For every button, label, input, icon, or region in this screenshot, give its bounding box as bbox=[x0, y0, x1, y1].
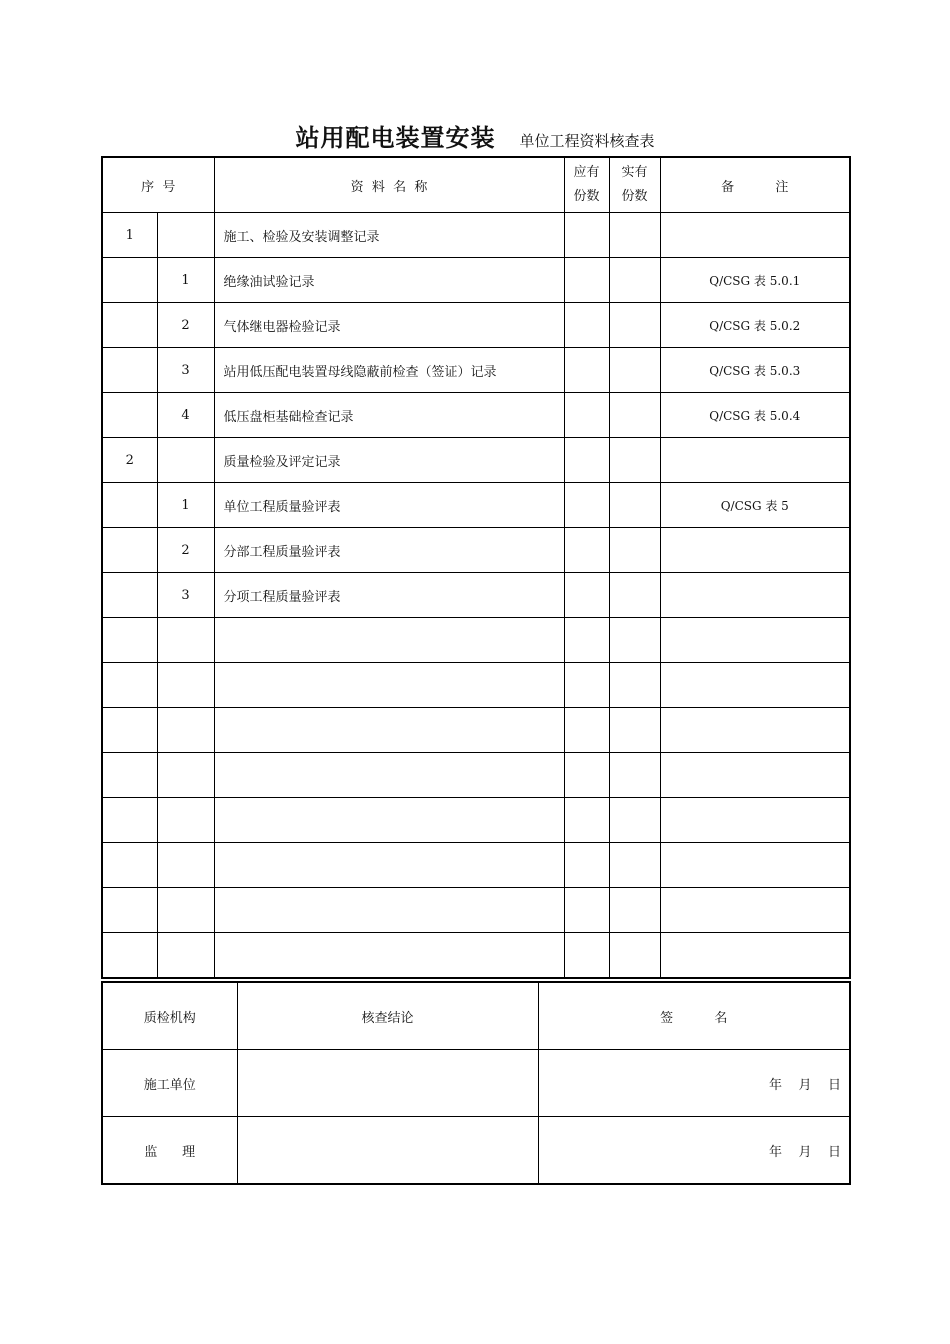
signoff-org-header: 质检机构 bbox=[102, 982, 237, 1050]
row-required-count bbox=[564, 348, 609, 393]
row-remark bbox=[660, 933, 850, 979]
signoff-construction-conclusion bbox=[237, 1050, 538, 1117]
signoff-header-row bbox=[102, 982, 850, 1050]
row-minor-number bbox=[157, 663, 214, 708]
row-document-name bbox=[214, 663, 564, 708]
row-major-number bbox=[102, 258, 157, 303]
row-minor-number: 4 bbox=[157, 393, 214, 438]
signoff-table bbox=[101, 981, 851, 1185]
row-document-name bbox=[214, 753, 564, 798]
row-document-name: 分项工程质量验评表 bbox=[214, 573, 564, 618]
row-major-number bbox=[102, 663, 157, 708]
row-remark bbox=[660, 663, 850, 708]
row-actual-count bbox=[609, 348, 660, 393]
row-remark: Q/CSG 表 5.0.3 bbox=[660, 348, 850, 393]
header-actual-l2: 份数 bbox=[621, 189, 648, 204]
row-major-number bbox=[102, 933, 157, 979]
title-main: 站用配电装置安装 bbox=[295, 124, 496, 152]
header-required-l2: 份数 bbox=[573, 189, 600, 204]
signoff-sign-header: 签 名 bbox=[538, 982, 850, 1050]
row-major-number bbox=[102, 303, 157, 348]
header-remark: 备 注 bbox=[660, 157, 850, 213]
signoff-construction-unit: 施工单位 bbox=[102, 1050, 237, 1117]
row-major-number bbox=[102, 708, 157, 753]
row-document-name: 施工、检验及安装调整记录 bbox=[214, 213, 564, 258]
row-minor-number bbox=[157, 888, 214, 933]
table-row bbox=[102, 258, 850, 303]
row-document-name: 单位工程质量验评表 bbox=[214, 483, 564, 528]
row-actual-count bbox=[609, 753, 660, 798]
row-actual-count bbox=[609, 303, 660, 348]
row-document-name bbox=[214, 888, 564, 933]
row-remark: Q/CSG 表 5.0.4 bbox=[660, 393, 850, 438]
header-required-l1: 应有 bbox=[573, 165, 600, 180]
row-required-count bbox=[564, 708, 609, 753]
row-remark bbox=[660, 753, 850, 798]
table-row bbox=[102, 933, 850, 979]
row-actual-count bbox=[609, 843, 660, 888]
row-remark bbox=[660, 798, 850, 843]
row-actual-count bbox=[609, 708, 660, 753]
row-required-count bbox=[564, 303, 609, 348]
row-remark bbox=[660, 618, 850, 663]
table-row bbox=[102, 528, 850, 573]
row-required-count bbox=[564, 753, 609, 798]
table-row bbox=[102, 888, 850, 933]
table-row bbox=[102, 753, 850, 798]
row-major-number bbox=[102, 393, 157, 438]
row-required-count bbox=[564, 843, 609, 888]
row-minor-number: 1 bbox=[157, 258, 214, 303]
row-required-count bbox=[564, 393, 609, 438]
table-row bbox=[102, 573, 850, 618]
row-required-count bbox=[564, 573, 609, 618]
row-major-number bbox=[102, 573, 157, 618]
row-minor-number: 1 bbox=[157, 483, 214, 528]
row-remark bbox=[660, 708, 850, 753]
row-actual-count bbox=[609, 663, 660, 708]
header-seq: 序 号 bbox=[102, 157, 214, 213]
row-minor-number: 3 bbox=[157, 348, 214, 393]
row-remark: Q/CSG 表 5.0.1 bbox=[660, 258, 850, 303]
header-name: 资 料 名 称 bbox=[214, 157, 564, 213]
row-remark: Q/CSG 表 5.0.2 bbox=[660, 303, 850, 348]
signoff-supervision-conclusion bbox=[237, 1117, 538, 1185]
row-document-name bbox=[214, 618, 564, 663]
row-document-name: 分部工程质量验评表 bbox=[214, 528, 564, 573]
row-document-name: 质量检验及评定记录 bbox=[214, 438, 564, 483]
row-minor-number bbox=[157, 798, 214, 843]
row-actual-count bbox=[609, 393, 660, 438]
row-remark bbox=[660, 528, 850, 573]
table-row bbox=[102, 393, 850, 438]
row-document-name: 站用低压配电装置母线隐蔽前检查（签证）记录 bbox=[214, 348, 564, 393]
row-document-name: 气体继电器检验记录 bbox=[214, 303, 564, 348]
row-remark bbox=[660, 213, 850, 258]
row-minor-number bbox=[157, 618, 214, 663]
row-minor-number: 2 bbox=[157, 528, 214, 573]
row-major-number bbox=[102, 753, 157, 798]
row-remark bbox=[660, 573, 850, 618]
row-major-number bbox=[102, 798, 157, 843]
row-actual-count bbox=[609, 798, 660, 843]
row-required-count bbox=[564, 618, 609, 663]
row-major-number bbox=[102, 843, 157, 888]
document-title bbox=[0, 118, 950, 153]
signoff-row-construction bbox=[102, 1050, 850, 1117]
signoff-construction-date: 年 月 日 bbox=[538, 1050, 850, 1117]
row-required-count bbox=[564, 663, 609, 708]
row-actual-count bbox=[609, 213, 660, 258]
header-required-count bbox=[564, 157, 609, 213]
row-remark: Q/CSG 表 5 bbox=[660, 483, 850, 528]
header-actual-count bbox=[609, 157, 660, 213]
row-document-name bbox=[214, 933, 564, 979]
table-row bbox=[102, 708, 850, 753]
row-document-name bbox=[214, 708, 564, 753]
row-major-number: 1 bbox=[102, 213, 157, 258]
table-row bbox=[102, 663, 850, 708]
row-document-name: 绝缘油试验记录 bbox=[214, 258, 564, 303]
row-remark bbox=[660, 843, 850, 888]
row-major-number bbox=[102, 483, 157, 528]
row-required-count bbox=[564, 258, 609, 303]
row-required-count bbox=[564, 933, 609, 979]
row-minor-number bbox=[157, 438, 214, 483]
row-required-count bbox=[564, 213, 609, 258]
row-minor-number bbox=[157, 213, 214, 258]
row-required-count bbox=[564, 888, 609, 933]
table-row bbox=[102, 438, 850, 483]
title-sub: 单位工程资料核查表 bbox=[519, 132, 655, 150]
signoff-row-supervision bbox=[102, 1117, 850, 1185]
table-row bbox=[102, 618, 850, 663]
row-major-number: 2 bbox=[102, 438, 157, 483]
row-minor-number bbox=[157, 753, 214, 798]
signoff-supervision: 监 理 bbox=[102, 1117, 237, 1185]
row-actual-count bbox=[609, 258, 660, 303]
row-required-count bbox=[564, 483, 609, 528]
row-minor-number bbox=[157, 843, 214, 888]
row-document-name bbox=[214, 798, 564, 843]
row-minor-number: 2 bbox=[157, 303, 214, 348]
row-actual-count bbox=[609, 888, 660, 933]
row-actual-count bbox=[609, 438, 660, 483]
row-remark bbox=[660, 888, 850, 933]
row-required-count bbox=[564, 798, 609, 843]
row-actual-count bbox=[609, 933, 660, 979]
row-minor-number bbox=[157, 708, 214, 753]
row-required-count bbox=[564, 528, 609, 573]
row-actual-count bbox=[609, 528, 660, 573]
table-row bbox=[102, 348, 850, 393]
row-minor-number: 3 bbox=[157, 573, 214, 618]
row-major-number bbox=[102, 618, 157, 663]
checklist-table bbox=[101, 156, 851, 979]
signoff-conclusion-header: 核查结论 bbox=[237, 982, 538, 1050]
table-row bbox=[102, 483, 850, 528]
row-required-count bbox=[564, 438, 609, 483]
row-actual-count bbox=[609, 573, 660, 618]
row-major-number bbox=[102, 528, 157, 573]
row-document-name bbox=[214, 843, 564, 888]
row-remark bbox=[660, 438, 850, 483]
signoff-supervision-date: 年 月 日 bbox=[538, 1117, 850, 1185]
header-actual-l1: 实有 bbox=[621, 165, 648, 180]
table-header-row bbox=[102, 157, 850, 213]
row-major-number bbox=[102, 348, 157, 393]
row-actual-count bbox=[609, 618, 660, 663]
table-row bbox=[102, 843, 850, 888]
table-body bbox=[102, 213, 850, 979]
table-row bbox=[102, 303, 850, 348]
table-row bbox=[102, 213, 850, 258]
row-actual-count bbox=[609, 483, 660, 528]
table-row bbox=[102, 798, 850, 843]
row-major-number bbox=[102, 888, 157, 933]
row-minor-number bbox=[157, 933, 214, 979]
row-document-name: 低压盘柜基础检查记录 bbox=[214, 393, 564, 438]
